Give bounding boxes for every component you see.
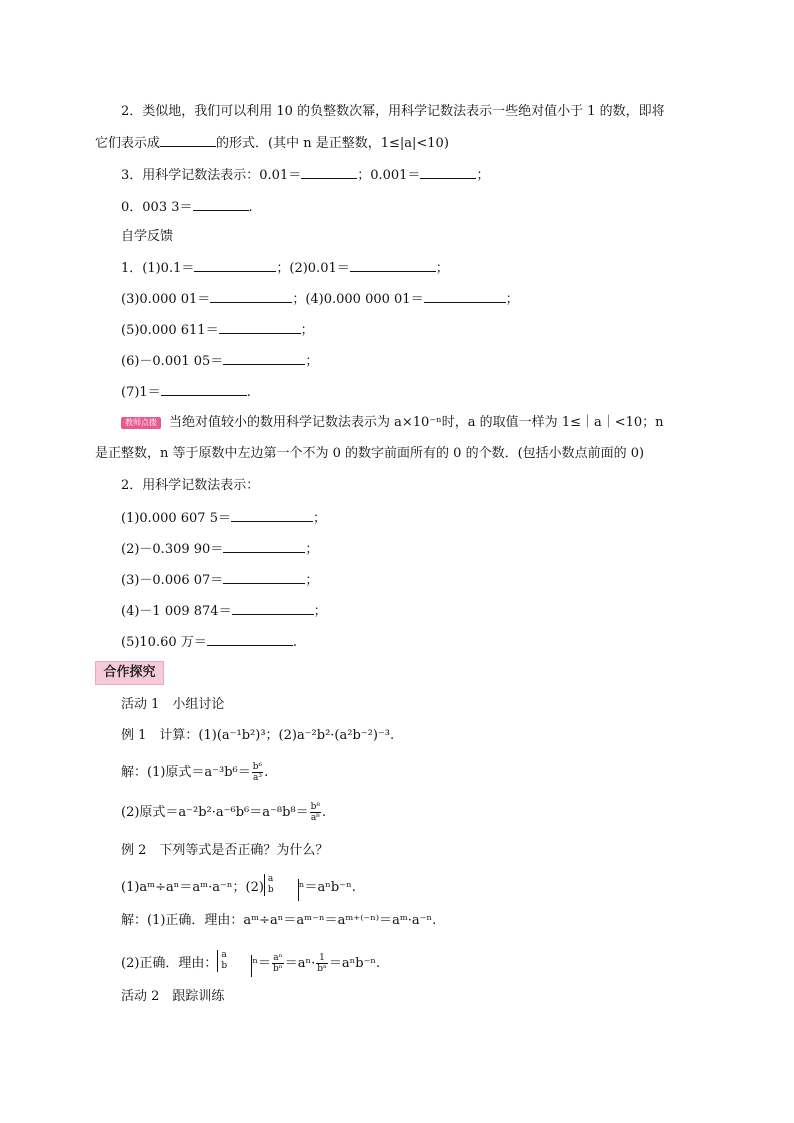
answer-blank[interactable] (350, 258, 436, 272)
para-3-line-1 (121, 165, 489, 185)
para-3-line-2 (121, 197, 253, 217)
answer-blank[interactable] (223, 570, 305, 584)
para-2-text-b: 的形式．(其中 n 是正整数，1≤|a|<10) (216, 136, 449, 151)
para-2-line-2 (95, 133, 449, 153)
solution-2b-text: (2)正确．理由： (121, 955, 218, 971)
q2-item (121, 508, 326, 528)
feedback-q2-text: ；(2)0.01＝ (276, 261, 350, 276)
bracket-left (264, 874, 298, 896)
answer-blank[interactable] (161, 382, 247, 396)
para-3-text-e: . (248, 200, 253, 215)
feedback-q2-end: ； (435, 261, 449, 276)
para-3-text-c: ； (476, 168, 490, 183)
feedback-q1-line (121, 258, 449, 278)
feedback-q3-text: (3)0.000 01＝ (121, 292, 211, 307)
answer-blank[interactable] (420, 165, 476, 179)
para-3-text-b: ；0.001＝ (357, 168, 421, 183)
fraction-numerator: b⁸ (310, 802, 320, 812)
answer-blank[interactable] (301, 165, 357, 179)
bracket-top: a (267, 874, 274, 884)
para-2-line-1: 2．类似地，我们可以利用 10 的负整数次幂，用科学记数法表示一些绝对值小于 1 的数，即将 (121, 104, 665, 119)
answer-blank[interactable] (207, 632, 293, 646)
feedback-q5-end: ； (300, 323, 314, 338)
power-expression (264, 874, 299, 901)
teacher-tip-badge: 教师点拨 (121, 417, 161, 429)
solution-2a: 解：(1)正确．理由：aᵐ÷aⁿ＝aᵐ⁻ⁿ＝aᵐ⁺⁽⁻ⁿ⁾＝aᵐ·a⁻ⁿ. (121, 913, 437, 928)
solution-2b-mid2: ＝aⁿ· (284, 955, 316, 971)
fraction (316, 953, 328, 974)
q2-item-text: (1)0.000 607 5＝ (121, 511, 231, 526)
para-3-text-d: 0．003 3＝ (121, 200, 193, 215)
solution-2b-mid: ⁿ＝ (252, 955, 272, 971)
solution-1b-end: . (322, 805, 327, 820)
q2-item-text: (4)－1 009 874＝ (121, 604, 232, 619)
fraction-denominator: a⁸ (310, 813, 320, 823)
q2-item-end: ； (312, 511, 326, 526)
fraction (252, 762, 263, 783)
q2-item-text: (5)10.60 万＝ (121, 635, 207, 650)
example-2-statements (121, 874, 356, 901)
feedback-q5-line (121, 320, 314, 340)
q2-item-end: ； (305, 542, 319, 557)
solution-1a-text: 解：(1)原式＝a⁻³b⁶＝ (121, 765, 251, 780)
feedback-q3-line (121, 289, 519, 309)
answer-blank[interactable] (210, 289, 292, 303)
solution-1a-end: . (264, 765, 269, 780)
para-3-text-a: 3．用科学记数法表示：0.01＝ (121, 168, 302, 183)
q2-item-text: (2)－0.309 90＝ (121, 542, 224, 557)
bracket-top: a (221, 950, 227, 960)
example-2-text: (1)aᵐ÷aⁿ＝aᵐ·a⁻ⁿ；(2) (121, 879, 264, 895)
fraction-numerator: aⁿ (273, 952, 283, 963)
feedback-q7-text: (7)1＝ (121, 385, 161, 400)
solution-1b (121, 802, 326, 823)
q2-heading: 2．用科学记数法表示： (121, 478, 260, 493)
feedback-q1-text: 1．(1)0.1＝ (121, 261, 195, 276)
feedback-q6-line (121, 351, 318, 371)
feedback-q5-text: (5)0.000 611＝ (121, 323, 219, 338)
q2-item-text: (3)－0.006 07＝ (121, 573, 224, 588)
solution-2b-end: ＝aⁿb⁻ⁿ. (328, 955, 381, 971)
feedback-q7-line (121, 382, 251, 402)
teacher-tip-line-1 (121, 414, 664, 432)
example-2-tail: ⁿ＝aⁿb⁻ⁿ. (298, 879, 356, 895)
answer-blank[interactable] (223, 351, 305, 365)
q2-item (121, 601, 327, 621)
example-2: 例 2 下列等式是否正确？为什么？ (121, 843, 329, 858)
q2-item-end: ； (305, 573, 319, 588)
fraction-denominator: a³ (252, 773, 262, 783)
answer-blank[interactable] (231, 508, 313, 522)
feedback-q6-end: ； (305, 354, 319, 369)
activity-1-heading: 活动 1 小组讨论 (121, 697, 225, 712)
fraction (272, 953, 284, 974)
example-1: 例 1 计算：(1)(a⁻¹b²)³；(2)a⁻²b²·(a²b⁻²)⁻³. (121, 728, 395, 743)
teacher-tip-line-2: 是正整数，n 等于原数中左边第一个不为 0 的数字前面所有的 0 的个数．(包括小数点前面的 0) (95, 446, 645, 461)
bracket-left (217, 950, 251, 972)
solution-2b (121, 950, 380, 977)
feedback-q6-text: (6)－0.001 05＝ (121, 354, 224, 369)
fraction-numerator: 1 (316, 953, 328, 964)
fraction-denominator: bⁿ (317, 963, 327, 974)
power-expression (217, 950, 252, 977)
answer-blank[interactable] (194, 258, 276, 272)
q2-item-end: . (292, 635, 297, 650)
fraction-numerator: b⁶ (252, 762, 263, 772)
section-cooperation-title: 合作探究 (95, 661, 164, 685)
answer-blank[interactable] (223, 539, 305, 553)
q2-item (121, 570, 318, 590)
answer-blank[interactable] (160, 133, 216, 147)
para-2-text-a: 它们表示成 (95, 136, 161, 151)
feedback-q7-end: . (246, 385, 251, 400)
answer-blank[interactable] (193, 197, 249, 211)
q2-item (121, 539, 318, 559)
teacher-tip-text-1: 当绝对值较小的数用科学记数法表示为 a×10⁻ⁿ时，a 的取值一样为 1≤｜a｜<10；n (169, 415, 664, 430)
q2-item (121, 632, 297, 652)
bracket-bottom: b (221, 961, 228, 971)
feedback-q4-text: ；(4)0.000 000 01＝ (292, 292, 424, 307)
bracket-bottom: b (267, 885, 274, 895)
answer-blank[interactable] (424, 289, 506, 303)
activity-2-heading: 活动 2 跟踪训练 (121, 989, 225, 1004)
solution-1a (121, 762, 268, 783)
fraction-denominator: bⁿ (273, 963, 283, 974)
answer-blank[interactable] (219, 320, 301, 334)
answer-blank[interactable] (232, 601, 314, 615)
q2-item-end: ； (313, 604, 327, 619)
self-feedback-heading: 自学反馈 (121, 229, 174, 244)
solution-1b-text: (2)原式＝a⁻²b²·a⁻⁶b⁶＝a⁻⁸b⁸＝ (121, 805, 309, 820)
feedback-q4-end: ； (505, 292, 519, 307)
fraction (310, 802, 321, 823)
